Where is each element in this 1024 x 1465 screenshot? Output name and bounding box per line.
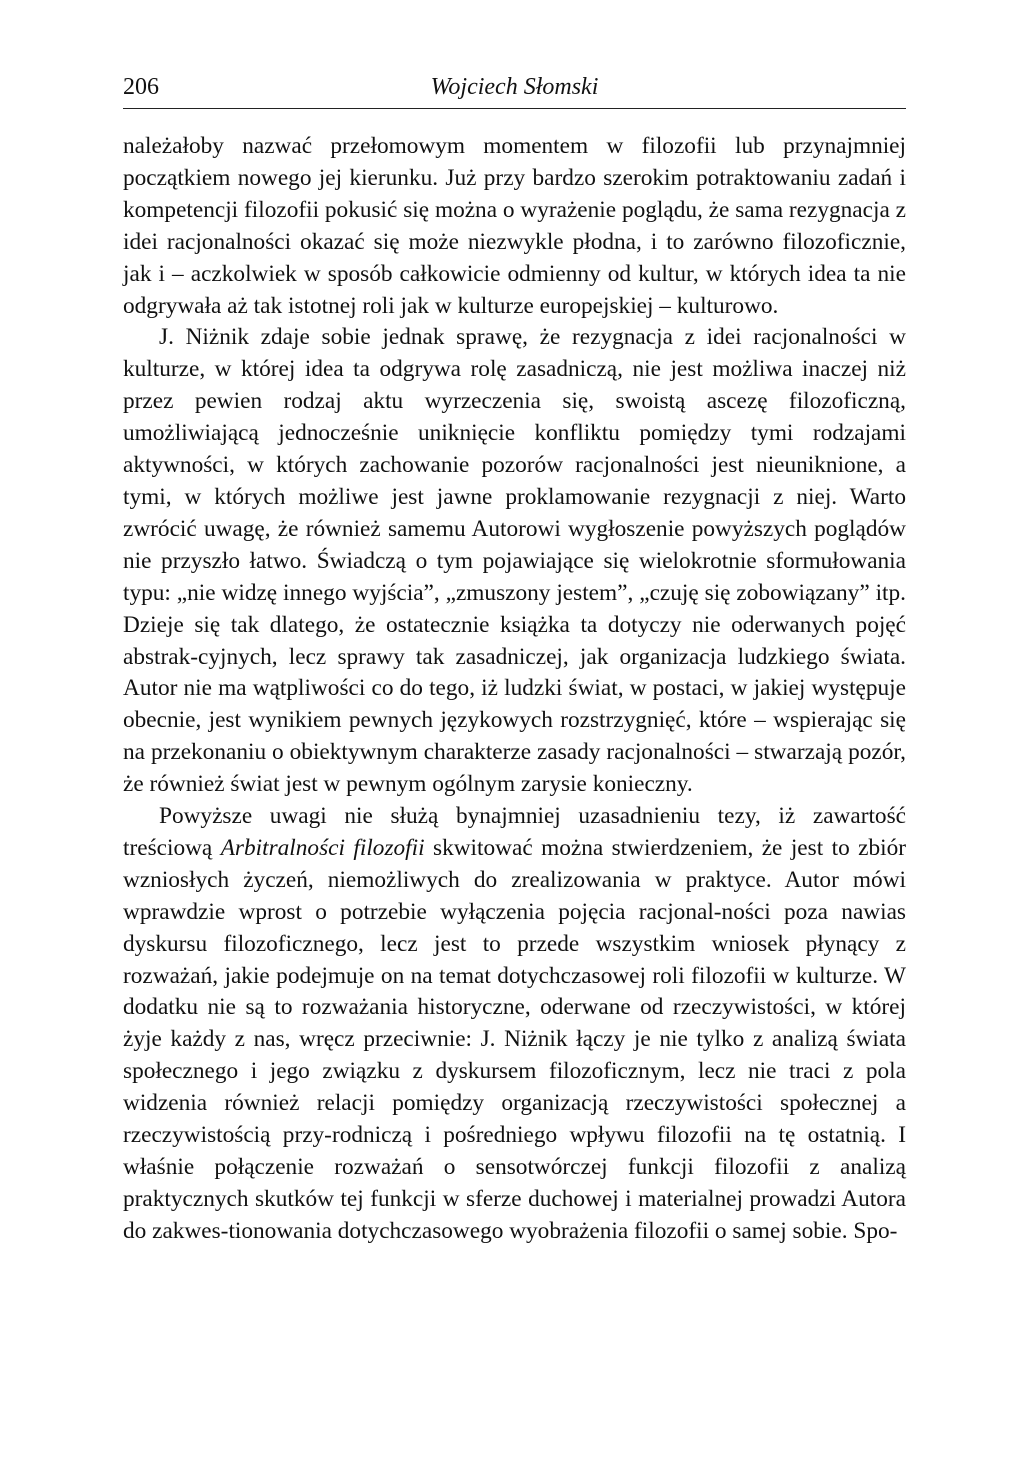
book-title-italic: Arbitralności filozofii (220, 834, 425, 861)
paragraph-3-rest: skwitować można stwierdzeniem, że jest to zbiór wzniosłych życzeń, niemożliwych do zrealizowania w praktyce. Autor mówi wprawdzie wprost o potrzebie wyłączenia pojęcia racjonal-ności poza nawias dyskursu filozoficznego, lecz jest to przede wszystkim wniosek płynący z rozważań, jakie podejmuje on na temat dotychczasowej roli filozofii w kulturze. W dodatku nie są to rozważania historyczne, oderwane od rzeczywistości, w której żyje każdy z nas, wręcz przeciwnie: J. Niżnik łączy je nie tylko z analizą świata społecznego i jego związku z dyskursem filozoficznym, lecz nie traci z pola widzenia również relacji pomiędzy organizacją rzeczywistości społecznej a rzeczywistością przy-rodniczą i pośredniego wpływu filozofii na tę ostatnią. I właśnie połączenie rozważań o sensotwórczej funkcji filozofii z analizą praktycznych skutków tej funkcji w sferze duchowej i materialnej prowadzi Autora do zakwes-tionowania dotychczasowego wyobrażenia filozofii o samej sobie. Spo- (123, 834, 907, 1244)
body-text (123, 131, 906, 1248)
book-page (123, 72, 906, 1248)
running-head (123, 72, 906, 109)
paragraph-3-start: Powyższe uwagi nie służą bynajmniej uzasadnieniu tezy, iż zawartość treściową (123, 803, 906, 861)
paragraph-2: J. Niżnik zdaje sobie jednak sprawę, że rezygnacja z idei racjonalności w kulturze, w której idea ta odgrywa rolę zasadniczą, nie jest możliwa inaczej niż przez pewien rodzaj aktu wyrzeczenia się, swoistą ascezę filozoficzną, umożliwiającą jednocześnie uniknięcie konfliktu pomiędzy tymi rodzajami aktywności, w których zachowanie pozorów racjonalności jest nieuniknione, a tymi, w których możliwe jest jawne proklamowanie rezygnacji z niej. Warto zwrócić uwagę, że również samemu Autorowi wygłoszenie powyższych poglądów nie przyszło łatwo. Świadczą o tym pojawiające się wielokrotnie sformułowania typu: „nie widzę innego wyjścia”, „zmuszony jestem”, „czuję się zobowiązany” itp. Dzieje się tak dlatego, że ostatecznie książka ta dotyczy nie oderwanych pojęć abstrak-cyjnych, lecz sprawy tak zasadniczej, jak organizacja ludzkiego świata. Autor nie ma wątpliwości co do tego, iż ludzki świat, w postaci, w jakiej występuje obecnie, jest wynikiem pewnych językowych rozstrzygnięć, które – wspierając się na przekonaniu o obiektywnym charakterze zasady racjonalności – stwarzają pozór, że również świat jest w pewnym ogólnym zarysie konieczny. (123, 324, 906, 798)
page-number: 206 (123, 74, 159, 100)
paragraph-1: należałoby nazwać przełomowym momentem w filozofii lub przynajmniej początkiem nowego jej kierunku. Już przy bardzo szerokim potraktowaniu zadań i kompetencji filozofii pokusić się można o wyrażenie poglądu, że sama rezygnacja z idei racjonalności okazać się może niezwykle płodna, i to zarówno filozoficznie, jak i – aczkolwiek w sposób całkowicie odmienny od kultur, w których idea ta nie odgrywała aż tak istotnej roli jak w kulturze europejskiej – kulturowo. (123, 133, 906, 319)
running-title-author: Wojciech Słomski (430, 74, 599, 100)
paragraph-3 (123, 801, 906, 1248)
